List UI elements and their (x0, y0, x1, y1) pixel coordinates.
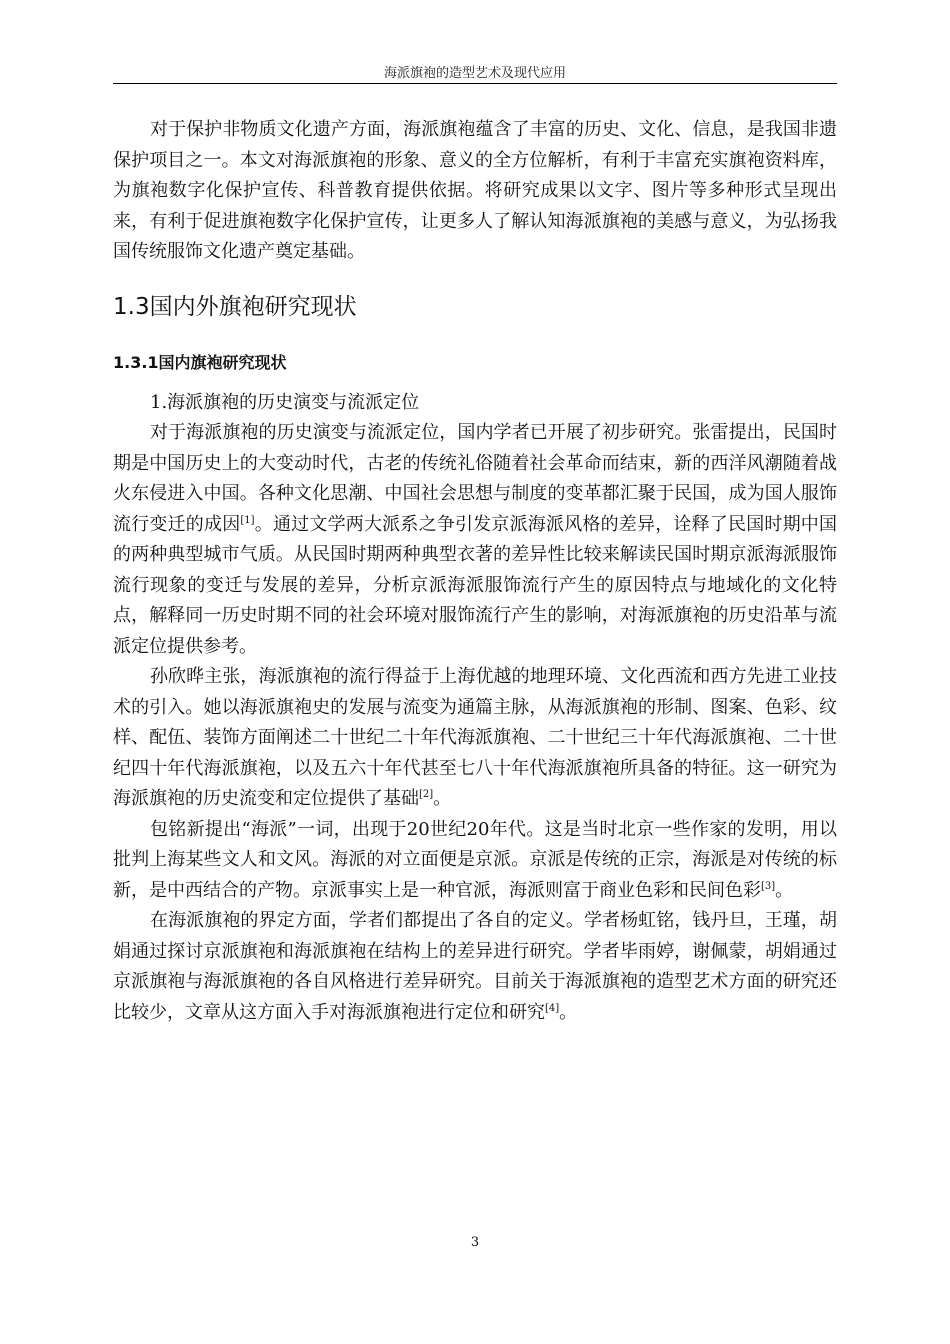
page-body (113, 115, 837, 1028)
section-heading: 1.3国内外旗袍研究现状 (113, 293, 357, 320)
paragraph-text: 。通过文学两大派系之争引发京派海派风格的差异，诠释了民国时期中国的两种典型城市气质。从民国时期两种典型衣著的差异性比较来解读民国时期京派海派服饰流行现象的变迁与发展的差异，分析京派海派服饰流行产生的原因特点与地域化的文化特点，解释同一历史时期不同的社会环境对服饰流行产生的影响，对海派旗袍的历史沿革与流派定位提供参考。 (113, 513, 837, 657)
paragraph-text: 在海派旗袍的界定方面，学者们都提出了各自的定义。学者杨虹铭，钱丹旦，王瑾，胡娟通过探讨京派旗袍和海派旗袍在结构上的差异进行研究。学者毕雨婷，谢佩蒙，胡娟通过京派旗袍与海派旗袍的各自风格进行差异研究。目前关于海派旗袍的造型艺术方面的研究还比较少，文章从这方面入手对海派旗袍进行定位和研究 (113, 910, 837, 1023)
paragraph-text: 。 (559, 1001, 578, 1023)
citation-ref-3[interactable]: [3] (761, 880, 776, 892)
paragraph-text: 对于海派旗袍的历史演变与流派定位，国内学者已开展了初步研究。张雷提出，民国时期是中国历史上的大变动时代，古老的传统礼俗随着社会革命而结束，新的西洋风潮随着战火东侵进入中国。各种文化思潮、中国社会思想与制度的变革都汇聚于民国，成为国人服饰流行变迁的成因 (113, 422, 837, 535)
paragraph-zhang-lei (113, 418, 837, 662)
paragraph-heritage (113, 115, 837, 268)
page-number: 3 (470, 1235, 480, 1250)
paragraph-bao-mingxin (113, 815, 837, 907)
citation-ref-4[interactable]: [4] (545, 1002, 560, 1014)
paragraph-text: 。 (775, 879, 794, 901)
paragraph-text: 对于保护非物质文化遗产方面，海派旗袍蕴含了丰富的历史、文化、信息，是我国非遗保护项目之一。本文对海派旗袍的形象、意义的全方位解析，有利于丰富充实旗袍资料库，为旗袍数字化保护宣传、科普教育提供依据。将研究成果以文字、图片等多种形式呈现出来，有利于促进旗袍数字化保护宣传，让更多人了解认知海派旗袍的美感与意义，为弘扬我国传统服饰文化遗产奠定基础。 (113, 119, 837, 262)
paragraph-sun-xinye (113, 662, 837, 815)
list-item-heading: 1.海派旗袍的历史演变与流派定位 (150, 391, 420, 413)
paragraph-text: 。 (433, 788, 452, 809)
paragraph-text: 孙欣晔主张，海派旗袍的流行得益于上海优越的地理环境、文化西流和西方先进工业技术的引入。她以海派旗袍史的发展与流变为通篇主脉，从海派旗袍的形制、图案、色彩、纹样、配伍、装饰方面阐述二十世纪二十年代海派旗袍、二十世纪三十年代海派旗袍、二十世纪四十年代海派旗袍，以及五六十年代甚至七八十年代海派旗袍所具备的特征。这一研究为海派旗袍的历史流变和定位提供了基础 (113, 666, 837, 809)
citation-ref-1[interactable]: [1] (240, 514, 255, 526)
paragraph-text: 包铭新提出“海派”一词，出现于20世纪20年代。这是当时北京一些作家的发明，用以批判上海某些文人和文风。海派的对立面便是京派。京派是传统的正宗，海派是对传统的标新，是中西结合的产物。京派事实上是一种官派，海派则富于商业色彩和民间色彩 (113, 818, 837, 901)
header-rule (113, 83, 837, 84)
citation-ref-2[interactable]: [2] (419, 789, 434, 800)
running-header: 海派旗袍的造型艺术及现代应用 (383, 66, 566, 81)
paragraph-definition (113, 906, 837, 1028)
subsection-heading: 1.3.1国内旗袍研究现状 (113, 352, 287, 372)
